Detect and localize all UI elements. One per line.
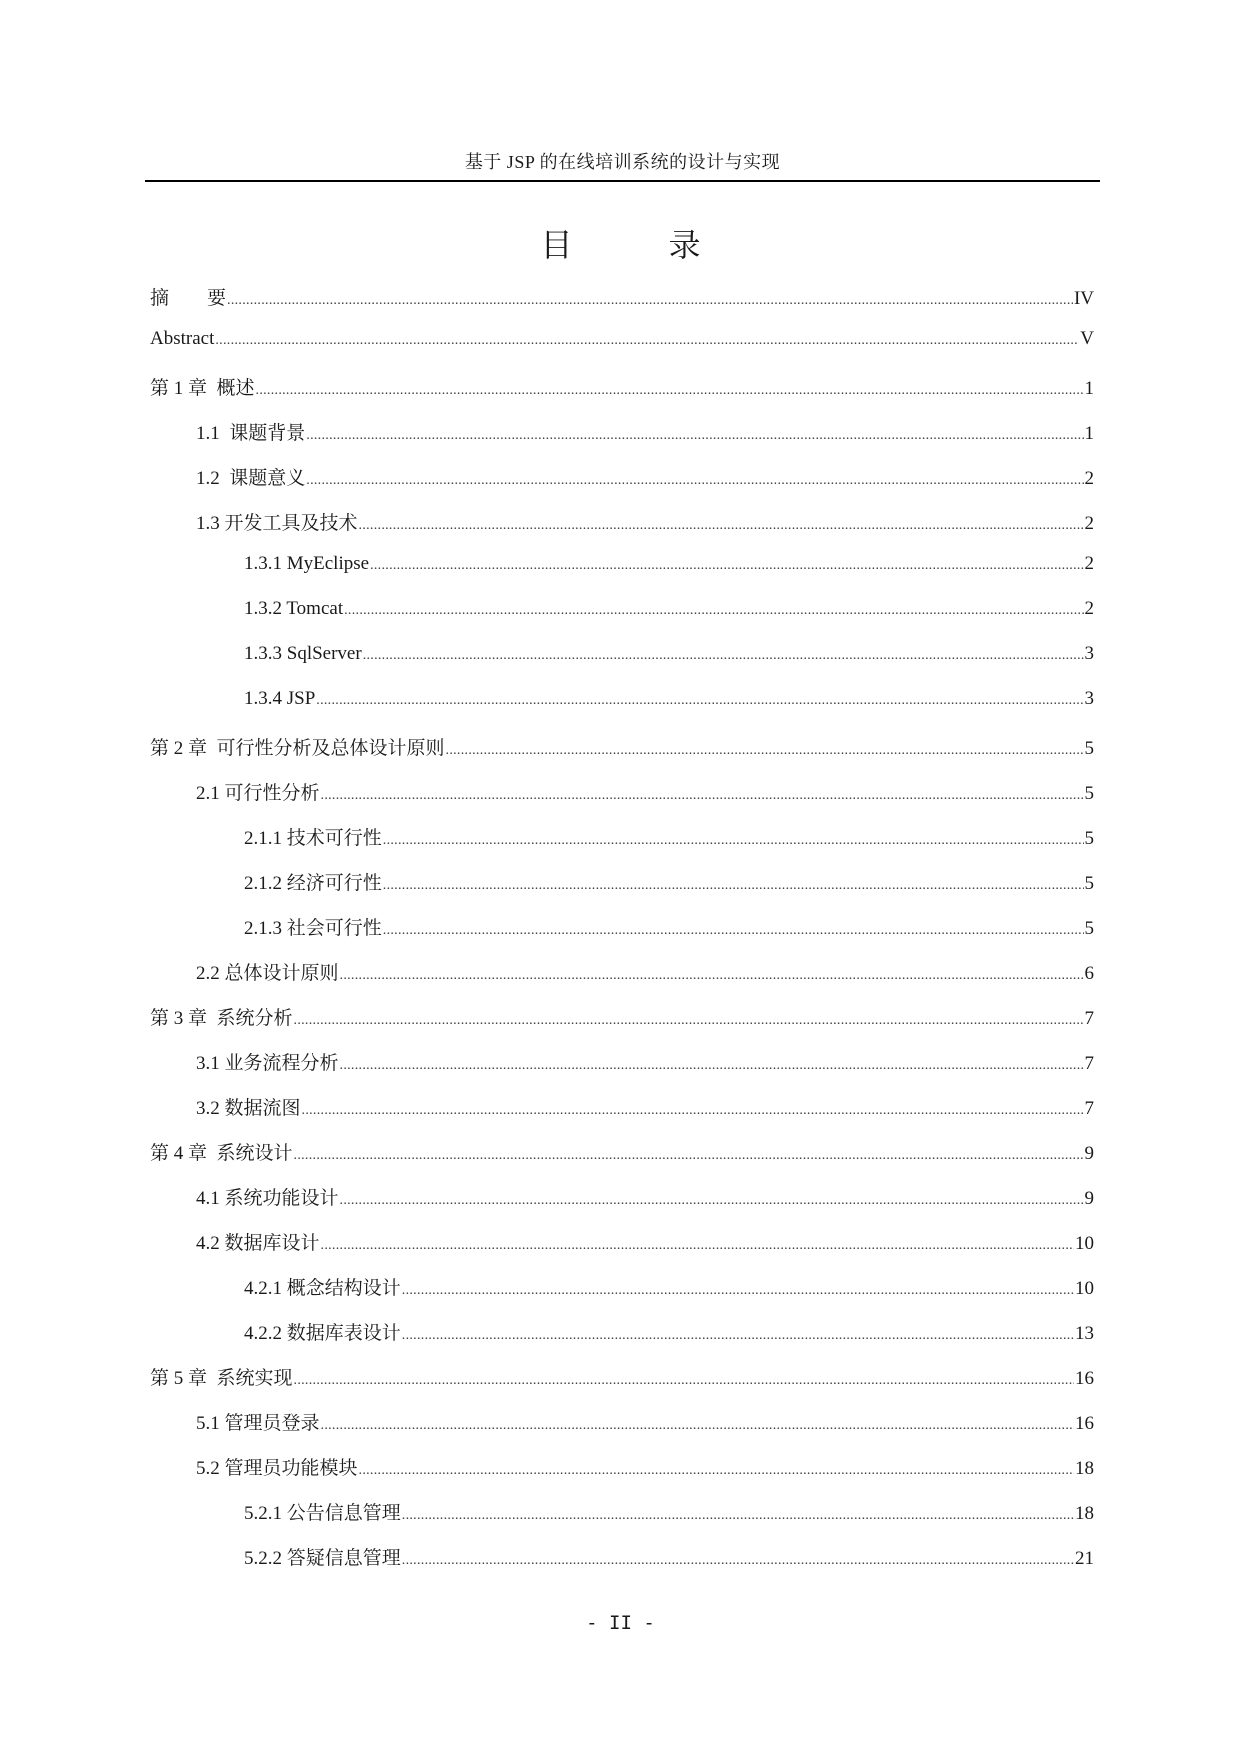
toc-entry-label: 第 3 章 系统分析: [150, 1008, 293, 1029]
toc-entry[interactable]: [150, 463, 1094, 508]
toc-entry[interactable]: [150, 778, 1094, 823]
dot-leader: [402, 1328, 1074, 1344]
toc-entry[interactable]: [150, 823, 1094, 868]
toc-entry[interactable]: [150, 1408, 1094, 1453]
dot-leader: [306, 428, 1083, 444]
toc-entry-page: 13: [1075, 1323, 1094, 1344]
toc-entry[interactable]: [150, 688, 1094, 733]
toc-entry-label: 1.3.4 JSP: [244, 688, 316, 709]
toc-entry-label: 第 2 章 可行性分析及总体设计原则: [150, 738, 445, 759]
dot-leader: [340, 968, 1084, 984]
toc-entry[interactable]: [150, 1048, 1094, 1093]
toc-entry[interactable]: [150, 283, 1094, 328]
toc-entry-label: 5.2.1 公告信息管理: [244, 1503, 401, 1524]
dot-leader: [402, 1508, 1074, 1524]
dot-leader: [294, 1373, 1074, 1389]
toc-entry-page: 16: [1075, 1368, 1094, 1389]
toc-entry-page: 18: [1075, 1503, 1094, 1524]
toc-entry-page: 2: [1084, 553, 1094, 574]
toc-entry[interactable]: [150, 868, 1094, 913]
toc-entry-label: 2.1.1 技术可行性: [244, 828, 382, 849]
toc-entry-page: 2: [1084, 468, 1094, 489]
toc-entry-label: 摘 要: [150, 288, 227, 309]
toc-entry[interactable]: [150, 1318, 1094, 1363]
toc-entry-page: 9: [1084, 1143, 1094, 1164]
toc-entry-label: 5.2.2 答疑信息管理: [244, 1548, 401, 1569]
dot-leader: [321, 788, 1084, 804]
header-rule: [145, 180, 1100, 182]
toc-entry-label: 1.1 课题背景: [196, 423, 306, 444]
toc-entry-page: 5: [1084, 738, 1094, 759]
page-number: - II -: [586, 1612, 655, 1634]
toc-entry-page: 2: [1084, 598, 1094, 619]
toc-entry-label: 第 1 章 概述: [150, 378, 255, 399]
toc-entry-page: 3: [1084, 643, 1094, 664]
toc-entry-page: 5: [1084, 873, 1094, 894]
toc-entry[interactable]: [150, 1228, 1094, 1273]
toc-entry[interactable]: [150, 1453, 1094, 1498]
toc-entry-page: IV: [1073, 288, 1094, 309]
dot-leader: [402, 1553, 1074, 1569]
dot-leader: [344, 603, 1083, 619]
dot-leader: [256, 383, 1084, 399]
toc-entry-label: 1.3.3 SqlServer: [244, 643, 362, 664]
toc-entry[interactable]: [150, 1498, 1094, 1543]
toc-entry[interactable]: [150, 418, 1094, 463]
toc-entry[interactable]: [150, 733, 1094, 778]
toc-entry-label: 5.1 管理员登录: [196, 1413, 320, 1434]
toc-entry-label: 4.2.2 数据库表设计: [244, 1323, 401, 1344]
toc-entry-page: 16: [1075, 1413, 1094, 1434]
toc-entry-label: 4.2 数据库设计: [196, 1233, 320, 1254]
dot-leader: [359, 518, 1084, 534]
dot-leader: [340, 1193, 1084, 1209]
toc-entry[interactable]: [150, 598, 1094, 643]
toc-entry[interactable]: [150, 913, 1094, 958]
toc-entry-page: 7: [1084, 1098, 1094, 1119]
toc-entry-page: 21: [1075, 1548, 1094, 1569]
toc-title: 目 录: [540, 227, 745, 263]
toc-entry[interactable]: [150, 1273, 1094, 1318]
dot-leader: [306, 473, 1083, 489]
toc-entry-page: 3: [1084, 688, 1094, 709]
toc-entry-label: 3.1 业务流程分析: [196, 1053, 339, 1074]
toc-entry-page: 1: [1084, 378, 1094, 399]
dot-leader: [321, 1238, 1074, 1254]
toc-entry-page: 10: [1075, 1278, 1094, 1299]
running-header: 基于 JSP 的在线培训系统的设计与实现: [464, 152, 781, 172]
dot-leader: [316, 693, 1083, 709]
toc-entry-page: 9: [1084, 1188, 1094, 1209]
dot-leader: [294, 1013, 1084, 1029]
dot-leader: [340, 1058, 1084, 1074]
dot-leader: [359, 1463, 1074, 1479]
toc-entry[interactable]: [150, 553, 1094, 598]
toc-entry-page: 5: [1084, 828, 1094, 849]
toc-entry-label: Abstract: [150, 328, 215, 349]
dot-leader: [227, 293, 1073, 309]
dot-leader: [402, 1283, 1074, 1299]
toc-entry-page: 5: [1084, 918, 1094, 939]
toc-entry-page: 10: [1075, 1233, 1094, 1254]
toc-entry[interactable]: [150, 1138, 1094, 1183]
dot-leader: [383, 923, 1084, 939]
toc-entry-label: 2.2 总体设计原则: [196, 963, 339, 984]
toc-entry-label: 2.1 可行性分析: [196, 783, 320, 804]
toc-entry-label: 第 5 章 系统实现: [150, 1368, 293, 1389]
toc-entry[interactable]: [150, 1093, 1094, 1138]
toc-entry-label: 2.1.3 社会可行性: [244, 918, 382, 939]
toc-entry[interactable]: [150, 643, 1094, 688]
toc-entry-page: 6: [1084, 963, 1094, 984]
toc-entry-label: 1.3 开发工具及技术: [196, 513, 358, 534]
toc-entry[interactable]: [150, 328, 1094, 373]
toc-entry[interactable]: [150, 958, 1094, 1003]
toc-entry-label: 4.1 系统功能设计: [196, 1188, 339, 1209]
toc-entry-page: 2: [1084, 513, 1094, 534]
toc-entry[interactable]: [150, 508, 1094, 553]
toc-entry-label: 1.3.1 MyEclipse: [244, 553, 370, 574]
toc-entry[interactable]: [150, 1003, 1094, 1048]
dot-leader: [383, 833, 1084, 849]
dot-leader: [363, 648, 1084, 664]
dot-leader: [446, 743, 1084, 759]
toc-entry[interactable]: [150, 1183, 1094, 1228]
toc-entry-label: 2.1.2 经济可行性: [244, 873, 382, 894]
toc-entry-label: 5.2 管理员功能模块: [196, 1458, 358, 1479]
toc-entry-label: 4.2.1 概念结构设计: [244, 1278, 401, 1299]
dot-leader: [302, 1103, 1084, 1119]
dot-leader: [383, 878, 1084, 894]
toc-entry-page: V: [1080, 328, 1094, 349]
dot-leader: [294, 1148, 1084, 1164]
toc-entry-page: 5: [1084, 783, 1094, 804]
toc-entry-page: 7: [1084, 1008, 1094, 1029]
toc-entry-page: 18: [1075, 1458, 1094, 1479]
dot-leader: [370, 558, 1083, 574]
toc-entry-page: 1: [1084, 423, 1094, 444]
toc-entry[interactable]: [150, 373, 1094, 418]
toc-entry-page: 7: [1084, 1053, 1094, 1074]
toc-entry-label: 1.3.2 Tomcat: [244, 598, 344, 619]
toc-entry-label: 1.2 课题意义: [196, 468, 306, 489]
dot-leader: [215, 333, 1079, 349]
table-of-contents: [150, 283, 1094, 1588]
toc-entry-label: 第 4 章 系统设计: [150, 1143, 293, 1164]
toc-entry[interactable]: [150, 1543, 1094, 1588]
toc-entry-label: 3.2 数据流图: [196, 1098, 301, 1119]
toc-entry[interactable]: [150, 1363, 1094, 1408]
dot-leader: [321, 1418, 1074, 1434]
